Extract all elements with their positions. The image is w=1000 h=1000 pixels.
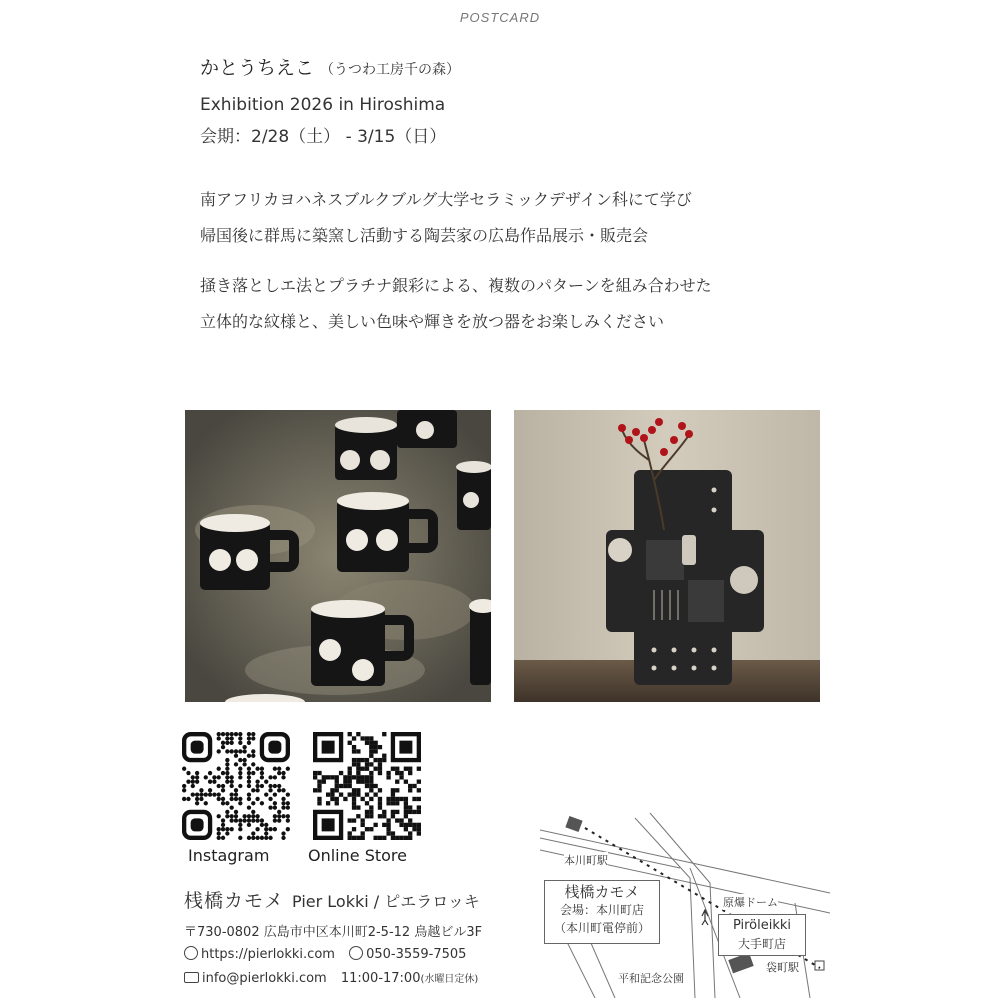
second-shop-name: Piröleikki bbox=[732, 918, 792, 933]
shop-name-ja: 桟橋カモメ bbox=[184, 890, 285, 912]
online-store-caption: Online Store bbox=[308, 846, 407, 865]
description-paragraph-1 bbox=[200, 182, 692, 254]
artist-line bbox=[200, 56, 460, 86]
description-line: 帰国後に群馬に築窯し活動する陶芸家の広島作品展示・販売会 bbox=[200, 226, 649, 245]
shop-url[interactable]: https://pierlokki.com bbox=[201, 947, 335, 962]
artist-name: かとうちえこ bbox=[200, 57, 315, 79]
vase-illustration bbox=[514, 410, 820, 702]
venue-name: 桟橋カモメ bbox=[564, 883, 640, 901]
access-map bbox=[540, 808, 830, 998]
second-shop-box bbox=[718, 914, 806, 956]
venue-box bbox=[544, 880, 660, 944]
mail-icon bbox=[184, 972, 199, 983]
phone-icon bbox=[349, 946, 363, 960]
instagram-caption: Instagram bbox=[188, 846, 270, 865]
online-store-qr-code[interactable] bbox=[313, 732, 421, 840]
landmark-dome: 原爆ドーム bbox=[723, 896, 778, 909]
mugs-illustration bbox=[185, 410, 491, 702]
mug bbox=[469, 599, 491, 685]
shop-mail-line bbox=[184, 970, 478, 986]
shop-name-en: Pier Lokki / ピエラロッキ bbox=[292, 892, 480, 911]
header bbox=[200, 56, 460, 156]
mug bbox=[335, 417, 397, 480]
studio-name: （うつわ工房千の森） bbox=[320, 62, 461, 78]
vase-photo bbox=[514, 410, 820, 702]
description-paragraph-2 bbox=[200, 268, 712, 340]
shop-address: 〒730-0802 広島市中区本川町2-5-12 鳥越ビル3F bbox=[184, 925, 483, 940]
shop-phone[interactable]: 050-3559-7505 bbox=[366, 947, 467, 962]
landmark-park: 平和記念公園 bbox=[618, 972, 684, 985]
instagram-qr-code[interactable] bbox=[182, 732, 290, 840]
exhibition-dates: 会期：2/28（土） - 3/15（日） bbox=[200, 127, 447, 147]
mugs-photo bbox=[185, 410, 491, 702]
postcard-label: POSTCARD bbox=[459, 10, 541, 25]
venue-stop: （本川町電停前） bbox=[553, 921, 650, 935]
mug bbox=[456, 461, 491, 530]
station-honkawa: 本川町駅 bbox=[564, 854, 608, 867]
description-line: 立体的な紋様と、美しい色味や輝きを放つ器をお楽しみください bbox=[200, 312, 665, 331]
mug bbox=[397, 410, 457, 448]
globe-icon bbox=[184, 946, 198, 960]
station-fukuromachi: 袋町駅 bbox=[766, 961, 799, 974]
venue-branch: 会場：本川町店 bbox=[559, 903, 644, 917]
shop-email[interactable]: info@pierlokki.com bbox=[202, 971, 327, 986]
second-shop-branch: 大手町店 bbox=[737, 937, 786, 951]
shop-contact-line bbox=[184, 946, 466, 962]
shop-name-line bbox=[184, 886, 480, 913]
shop-closed-day: (水曜日定休) bbox=[420, 974, 479, 985]
qr-pattern bbox=[182, 732, 290, 840]
shop-hours: 11:00-17:00 bbox=[340, 971, 421, 986]
exhibition-title: Exhibition 2026 in Hiroshima bbox=[200, 95, 446, 115]
description-line: 南アフリカヨハネスブルクブルグ大学セラミックデザイン科にて学び bbox=[200, 190, 692, 209]
description-line: 掻き落としエ法とプラチナ銀彩による、複数のパターンを組み合わせた bbox=[200, 276, 712, 295]
qr-pattern bbox=[313, 732, 421, 840]
